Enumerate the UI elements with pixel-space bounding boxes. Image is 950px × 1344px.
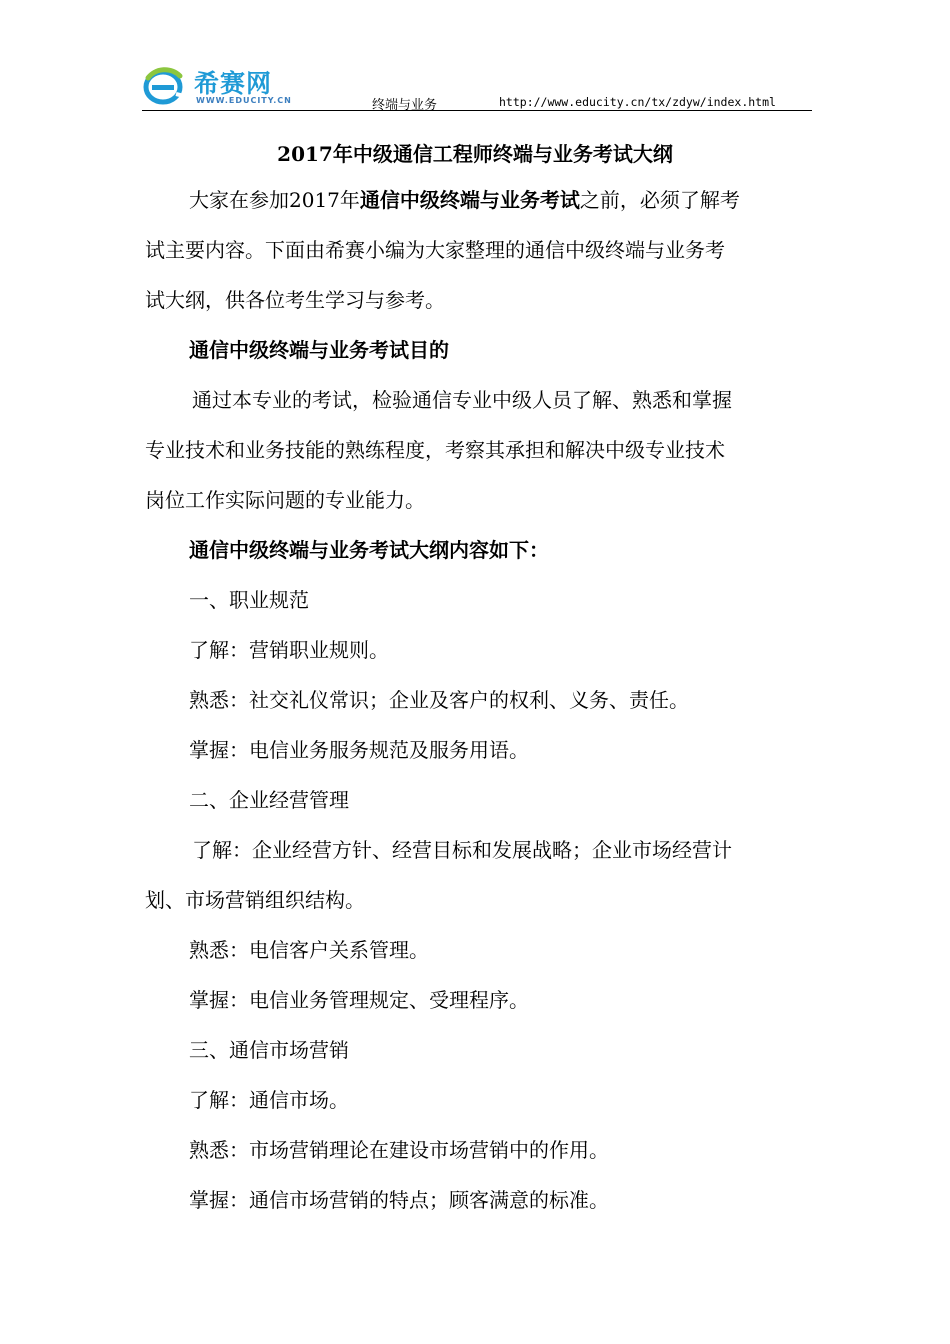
outline-heading: 通信中级终端与业务考试大纲内容如下： xyxy=(189,538,549,562)
intro-line-2: 试主要内容。下面由希赛小编为大家整理的通信中级终端与业务考 xyxy=(145,238,725,262)
intro-line-3: 试大纲，供各位考生学习与参考。 xyxy=(145,288,445,312)
purpose-line-3: 岗位工作实际问题的专业能力。 xyxy=(145,488,425,512)
purpose-line-1: 通过本专业的考试，检验通信专业中级人员了解、熟悉和掌握 xyxy=(192,388,732,412)
header-divider xyxy=(142,110,812,111)
section-1-familiar: 熟悉：社交礼仪常识；企业及客户的权利、义务、责任。 xyxy=(189,688,689,712)
section-2-title: 二、企业经营管理 xyxy=(189,788,349,812)
logo-name: 希赛网 xyxy=(194,69,273,98)
section-2-understand-1: 了解：企业经营方针、经营目标和发展战略；企业市场经营计 xyxy=(192,838,732,862)
educity-logo[interactable] xyxy=(142,62,292,110)
intro-text: 大家在参加2017年 xyxy=(189,188,360,212)
section-3-master: 掌握：通信市场营销的特点；顾客满意的标准。 xyxy=(189,1188,609,1212)
document-title: 2017年中级通信工程师终端与业务考试大纲 xyxy=(277,142,673,166)
header-url[interactable]: http://www.educity.cn/tx/zdyw/index.html xyxy=(499,95,776,109)
intro-keyword[interactable]: 通信中级终端与业务考试 xyxy=(359,188,580,212)
section-3-familiar: 熟悉：市场营销理论在建设市场营销中的作用。 xyxy=(189,1138,609,1162)
purpose-heading: 通信中级终端与业务考试目的 xyxy=(189,338,449,362)
page-header xyxy=(142,62,812,112)
educity-e-icon xyxy=(142,66,186,106)
section-2-understand-2: 划、市场营销组织结构。 xyxy=(145,888,365,912)
purpose-line-2: 专业技术和业务技能的熟练程度，考察其承担和解决中级专业技术 xyxy=(145,438,725,462)
section-1-master: 掌握：电信业务服务规范及服务用语。 xyxy=(189,738,529,762)
intro-text: 之前，必须了解考 xyxy=(579,188,740,212)
intro-line-1 xyxy=(189,180,740,220)
section-1-title: 一、职业规范 xyxy=(189,588,309,612)
logo-domain: WWW.EDUCITY.CN xyxy=(196,96,292,105)
section-2-master: 掌握：电信业务管理规定、受理程序。 xyxy=(189,988,529,1012)
section-3-title: 三、通信市场营销 xyxy=(189,1038,349,1062)
section-1-understand: 了解：营销职业规则。 xyxy=(189,638,389,662)
section-3-understand: 了解：通信市场。 xyxy=(189,1088,349,1112)
section-2-familiar: 熟悉：电信客户关系管理。 xyxy=(189,938,429,962)
header-category: 终端与业务 xyxy=(372,98,438,113)
